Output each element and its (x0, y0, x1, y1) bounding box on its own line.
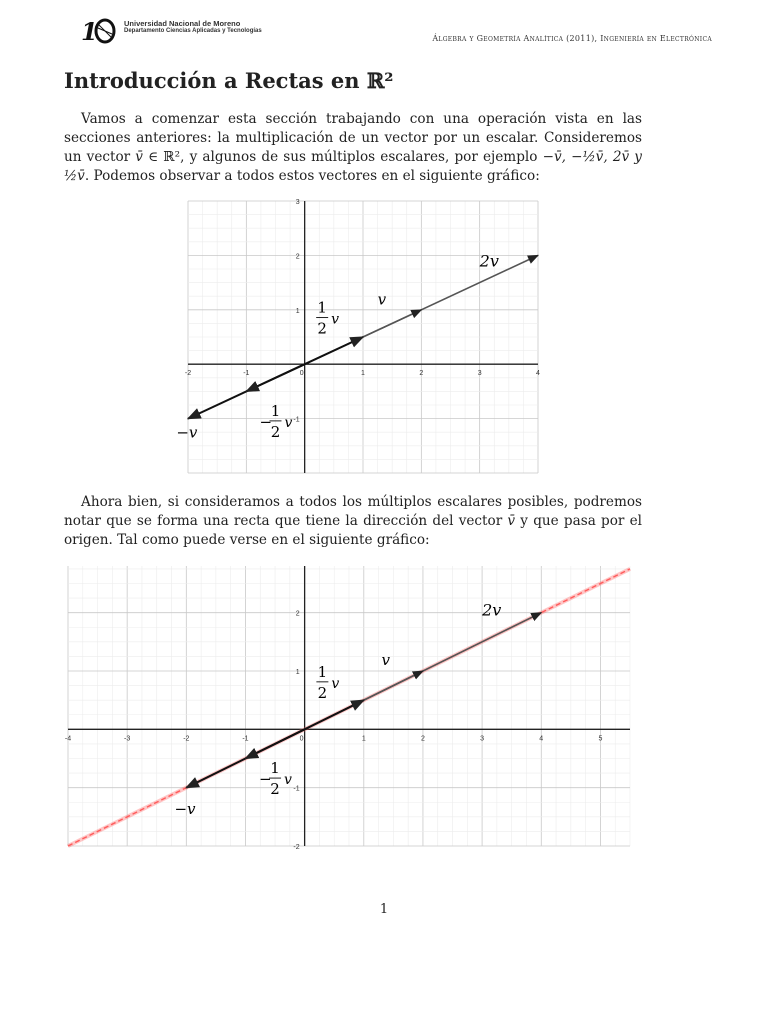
half-num: 1 (317, 298, 327, 317)
y-tick-label: 1 (295, 307, 300, 315)
x-tick-label: -2 (184, 370, 192, 378)
p1-intro: Vamos a comenzar esta sección trabajando con una operación vista en las secciones anteriores: la multiplicación de un vector por un escalar. Consideremos un vector (64, 111, 642, 165)
university-name: Universidad Nacional de Moreno (124, 19, 241, 28)
p1-v: v̄ (135, 149, 143, 165)
label-2v-text: 2v (482, 600, 502, 620)
label-neg-half-v (260, 402, 293, 441)
y-tick-label: 1 (295, 669, 300, 676)
paragraph-line (64, 493, 642, 550)
x-tick-label: 5 (598, 735, 603, 743)
label-v-text: v (377, 290, 387, 309)
department-name: Departamento Ciencias Aplicadas y Tecnologías (124, 28, 262, 34)
paragraph-intro (64, 110, 642, 186)
tick-labels (185, 199, 540, 424)
university-logo-icon (80, 16, 120, 46)
x-tick-label: -1 (243, 370, 250, 378)
p1-after: , y algunos de sus múltiplos escalares, por ejemplo (180, 149, 543, 165)
tick-labels (65, 611, 603, 850)
p1-list: −v̄, −½v̄, 2v̄ y ½v̄ (64, 149, 642, 184)
label-v-text: v (381, 651, 391, 670)
x-tick-label: 2 (420, 735, 425, 743)
x-tick-label: 4 (539, 735, 544, 743)
p2-start: Ahora bien, si consideramos a todos los múltiplos escalares posibles, podremos notar que se forma una recta que tiene la dirección del vector (64, 494, 642, 529)
label-half-v (316, 299, 339, 338)
neg-half-den: 2 (270, 780, 280, 799)
running-head: Álgebra y Geometría Analítica (2011), Ingeniería en Electrónica (432, 34, 712, 43)
neg-half-num: 1 (270, 759, 280, 778)
x-tick-label: 1 (361, 370, 365, 378)
neg-half-var: v (284, 414, 293, 431)
label-neg-v-text: −v (176, 423, 198, 442)
y-tick-label: 3 (295, 199, 300, 206)
y-tick-label: -1 (293, 785, 300, 793)
neg-half-var: v (284, 772, 292, 789)
y-tick-label: 2 (295, 610, 300, 618)
x-tick-label: 0 (299, 370, 304, 378)
x-tick-label: 2 (419, 370, 424, 378)
half-var: v (331, 675, 340, 692)
section-title: Introducción a Rectas en ℝ² (64, 68, 394, 93)
label-half-v (316, 663, 339, 702)
half-var: v (331, 311, 340, 328)
x-tick-label: 0 (299, 735, 304, 743)
neg-half-minus: − (259, 412, 273, 431)
x-tick-label: -1 (242, 735, 249, 743)
label-neg-v (176, 424, 198, 442)
label-2v (479, 251, 499, 270)
half-num: 1 (317, 662, 328, 681)
label-neg-half-v (259, 759, 292, 798)
p1-end: . Podemos observar a todos estos vectores en el siguiente gráfico: (84, 168, 540, 184)
x-tick-label: 1 (361, 735, 366, 743)
x-tick-label: 3 (480, 735, 485, 743)
y-tick-label: -2 (293, 844, 300, 850)
page-number: 1 (379, 902, 389, 917)
label-neg-v (174, 800, 196, 818)
neg-half-minus: − (259, 770, 272, 789)
figure-vectors (150, 195, 550, 477)
label-v (378, 290, 387, 308)
x-tick-label: -2 (183, 735, 190, 743)
x-tick-label: -4 (64, 735, 72, 743)
label-2v-text: 2v (479, 251, 499, 271)
p1-in: ∈ ℝ² (142, 149, 181, 165)
svg-text:1: 1 (81, 17, 98, 46)
page-header (80, 16, 712, 48)
y-tick-label: 2 (295, 253, 300, 261)
half-den: 2 (317, 319, 327, 338)
y-tick-label: -1 (293, 416, 300, 424)
x-tick-label: 4 (536, 370, 540, 378)
x-tick-label: 3 (477, 370, 482, 378)
half-den: 2 (317, 683, 328, 702)
neg-half-num: 1 (270, 401, 281, 420)
p2-end: y que pasa por el origen. Tal como puede verse en el siguiente gráfico: (64, 513, 642, 548)
label-neg-v-text: −v (174, 799, 196, 818)
figure-line (64, 560, 634, 850)
label-v (382, 651, 391, 669)
p2-v: v̄ (507, 513, 516, 529)
neg-half-den: 2 (270, 422, 281, 441)
x-tick-label: -3 (124, 735, 131, 743)
label-2v (481, 601, 501, 620)
